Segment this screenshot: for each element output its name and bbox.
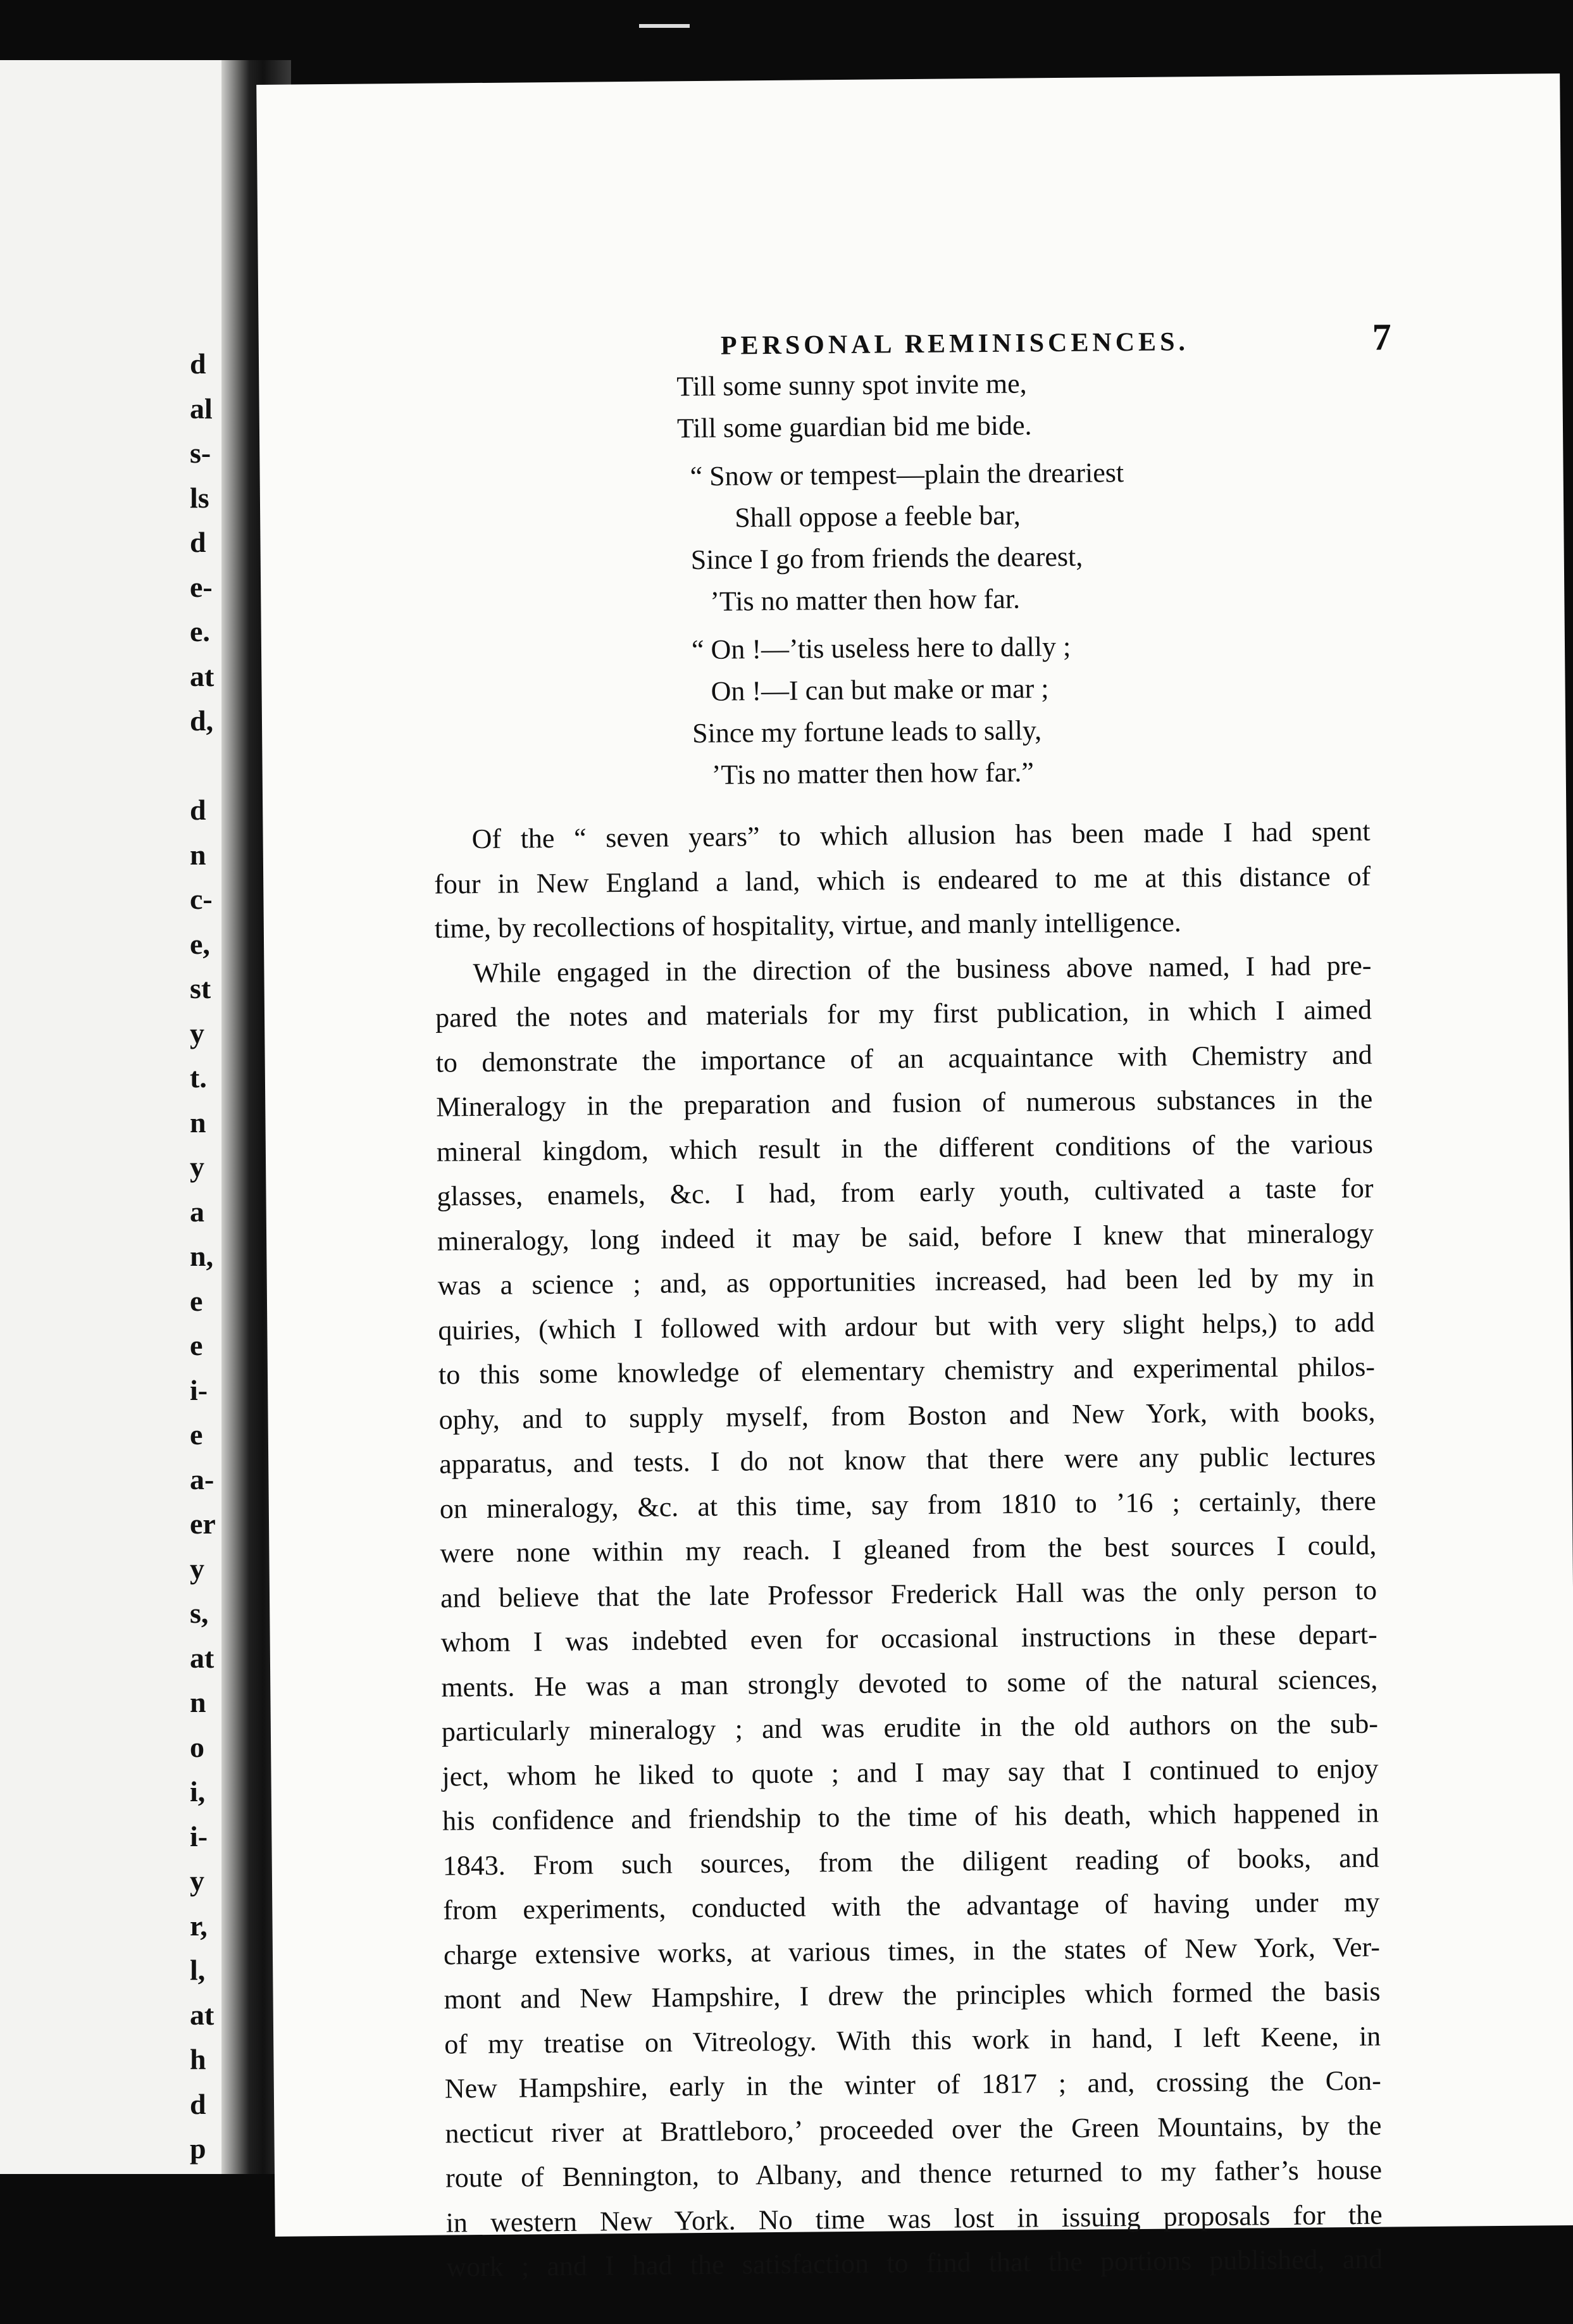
text-line: ject, whom he liked to quote ; and I may say that I continued to enjoy <box>442 1752 1379 1792</box>
margin-fragment: al <box>190 392 213 425</box>
margin-fragment: n, <box>190 1240 214 1272</box>
poem-line: ’Tis no matter then how far.” <box>711 756 1035 790</box>
poem-line: Since I go from friends the dearest, <box>690 540 1083 576</box>
text-line: While engaged in the direction of the business above named, I had pre- <box>473 949 1372 989</box>
margin-fragment: s- <box>190 437 211 469</box>
poem-line: Shall oppose a feeble bar, <box>734 499 1021 534</box>
text-line: was a science ; and, as opportunities increased, had been led by my in <box>437 1261 1374 1301</box>
margin-fragment: s, <box>190 1597 209 1629</box>
top-edge-mark <box>639 24 690 28</box>
text-line: time, by recollections of hospitality, virtue, and manly intelligence. <box>434 906 1181 944</box>
text-line: Of the “ seven years” to which allusion has been made I had spent <box>471 815 1371 855</box>
text-line: glasses, enamels, &c. I had, from early youth, cultivated a taste for <box>437 1172 1374 1212</box>
poem-line: On !—I can but make or mar ; <box>711 673 1049 707</box>
poem-line: “ Snow or tempest—plain the dreariest <box>690 457 1124 492</box>
text-line: pared the notes and materials for my first publication, in which I aimed <box>435 994 1372 1034</box>
text-line: on mineralogy, &c. at this time, say from 1810 to ’16 ; certainly, there <box>439 1485 1377 1525</box>
margin-fragment: t. <box>190 1061 207 1094</box>
margin-fragment: er <box>190 1508 216 1540</box>
margin-fragment: n <box>190 1686 206 1718</box>
text-line: whom I was indebted even for occasional instructions in these depart- <box>440 1618 1377 1658</box>
text-line: mont and New Hampshire, I drew the principles which formed the basis <box>444 1975 1381 2015</box>
margin-fragment: ls <box>190 481 209 514</box>
text-line: necticut river at Brattleboro,’ proceeded over the Green Mountains, by the <box>445 2109 1382 2149</box>
text-line: four in New England a land, which is endeared to me at this distance of <box>434 860 1371 900</box>
margin-fragment: e <box>190 1284 203 1317</box>
margin-fragment: e, <box>190 927 210 960</box>
margin-fragment: a <box>190 1195 204 1228</box>
margin-fragment: y <box>190 1865 204 1897</box>
page-number: 7 <box>1372 316 1392 358</box>
margin-fragment: d, <box>190 704 214 737</box>
margin-fragment: y <box>190 1151 204 1183</box>
text-line: Mineralogy in the preparation and fusion of numerous substances in the <box>436 1083 1373 1123</box>
margin-fragment: at <box>190 1998 214 2031</box>
text-line: to this some knowledge of elementary chemistry and experimental philos- <box>438 1351 1376 1390</box>
margin-fragment: o <box>190 1730 204 1763</box>
margin-fragment: e <box>190 1329 203 1361</box>
text-line: 1843. From such sources, from the diligent reading of books, and <box>442 1842 1379 1882</box>
poem-line: Till some sunny spot invite me, <box>676 368 1027 403</box>
margin-fragment: st <box>190 972 211 1004</box>
poem <box>651 361 1224 797</box>
margin-fragment: d <box>190 794 206 826</box>
margin-fragment: y <box>190 1552 204 1585</box>
margin-fragment: r, <box>190 1909 208 1942</box>
text-line: work ; and I had the satisfaction to find that the portions published, and <box>446 2243 1383 2283</box>
margin-fragment: i- <box>190 1373 208 1406</box>
text-line: New Hampshire, early in the winter of 1817 ; and, crossing the Con- <box>444 2065 1382 2104</box>
text-line: charge extensive works, at various times, in the states of New York, Ver- <box>443 1931 1381 1971</box>
margin-fragment: n <box>190 1106 206 1139</box>
text-line: particularly mineralogy ; and was erudite in the old authors on the sub- <box>441 1708 1379 1747</box>
margin-fragment: at <box>190 1641 214 1674</box>
text-line: ophy, and to supply myself, from Boston and New York, with books, <box>438 1396 1376 1435</box>
text-line: ments. He was a man strongly devoted to some of the natural sciences, <box>441 1663 1378 1703</box>
poem-line: Since my fortune leads to sally, <box>692 715 1042 749</box>
text-line: mineral kingdom, which result in the different conditions of the various <box>436 1128 1374 1168</box>
margin-fragment: i, <box>190 1775 206 1808</box>
body-text <box>433 809 1383 2290</box>
text-line: in western New York. No time was lost in issuing proposals for the <box>445 2199 1383 2239</box>
left-margin-text <box>190 342 221 2171</box>
text-line: route of Bennington, to Albany, and thence returned to my father’s house <box>445 2154 1383 2194</box>
margin-fragment: e- <box>190 570 213 603</box>
text-line: to demonstrate the importance of an acquaintance with Chemistry and <box>435 1039 1372 1078</box>
text-line: were none within my reach. I gleaned from the best sources I could, <box>440 1529 1377 1569</box>
poem-line: Till some guardian bid me bide. <box>676 409 1032 444</box>
text-line: apparatus, and tests. I do not know that there were any public lectures <box>439 1440 1376 1480</box>
margin-fragment: d <box>190 347 206 380</box>
margin-fragment: p <box>190 2132 206 2165</box>
poem-line: “ On !—’tis useless here to dally ; <box>691 630 1071 666</box>
margin-fragment: a- <box>190 1463 214 1496</box>
margin-fragment: l, <box>190 1954 206 1986</box>
poem-line: ’Tis no matter then how far. <box>710 583 1021 617</box>
margin-fragment: d <box>190 526 206 558</box>
text-line: from experiments, conducted with the advantage of having under my <box>443 1886 1380 1926</box>
margin-fragment: at <box>190 659 214 692</box>
margin-fragment: e. <box>190 615 210 647</box>
margin-fragment: h <box>190 2043 206 2075</box>
margin-fragment: d <box>190 2087 206 2120</box>
margin-fragment <box>190 744 221 789</box>
margin-fragment: n <box>190 838 206 871</box>
text-line: quiries, (which I followed with ardour but with very slight helps,) to add <box>438 1306 1375 1346</box>
margin-fragment: e <box>190 1418 203 1451</box>
margin-fragment: y <box>190 1016 204 1049</box>
text-line: mineralogy, long indeed it may be said, before I knew that mineralogy <box>437 1217 1374 1257</box>
running-head: PERSONAL REMINISCENCES. <box>720 327 1190 361</box>
text-line: and believe that the late Professor Frederick Hall was the only person to <box>440 1574 1377 1614</box>
left-page <box>0 60 221 2174</box>
text-line: of my treatise on Vitreology. With this work in hand, I left Keene, in <box>444 2020 1381 2060</box>
text-line: his confidence and friendship to the time of his death, which happened in <box>442 1797 1379 1837</box>
margin-fragment: c- <box>190 883 213 915</box>
margin-fragment: i- <box>190 1820 208 1852</box>
right-page <box>256 73 1573 2283</box>
